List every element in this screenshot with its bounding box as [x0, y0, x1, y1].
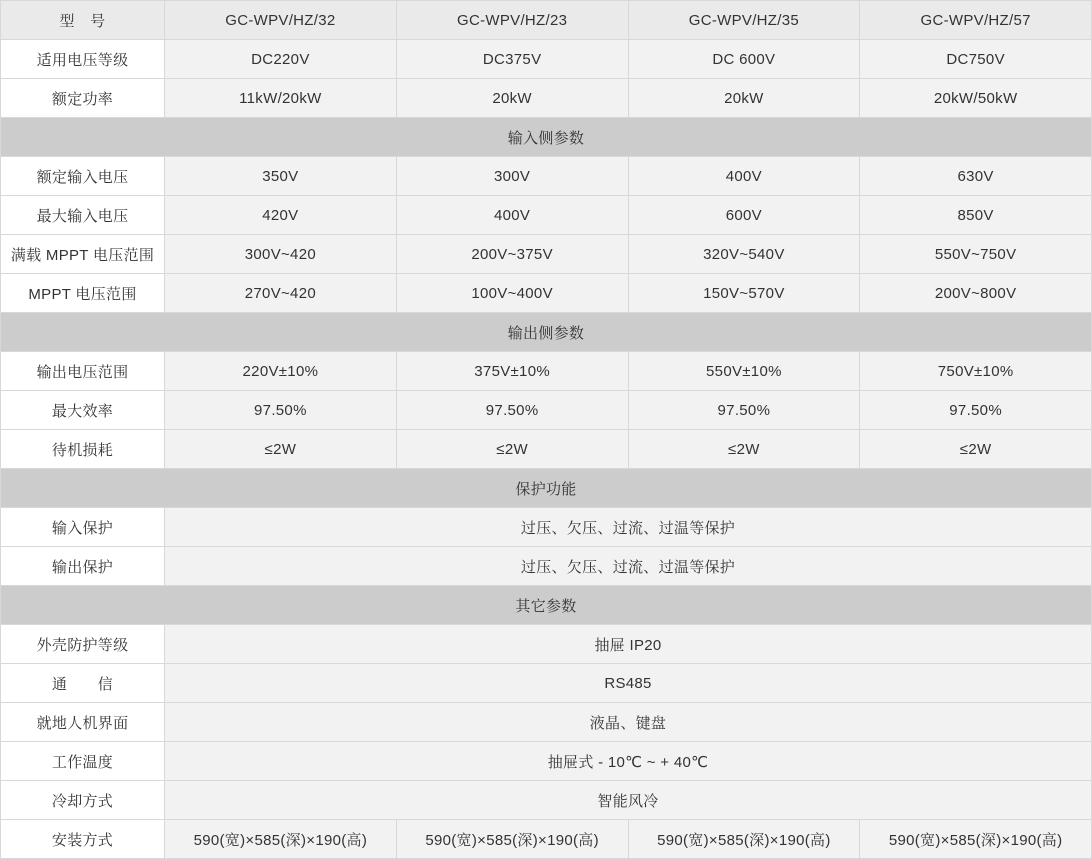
- section-title-other: 其它参数: [1, 586, 1092, 625]
- row-label: 最大输入电压: [1, 196, 165, 235]
- row-value: 375V±10%: [396, 352, 628, 391]
- row-value: 550V~750V: [860, 235, 1092, 274]
- row-value: DC375V: [396, 40, 628, 79]
- row-label: 冷却方式: [1, 781, 165, 820]
- row-value: 590(宽)×585(深)×190(高): [628, 820, 860, 859]
- header-model-2: GC-WPV/HZ/23: [396, 1, 628, 40]
- row-value: 100V~400V: [396, 274, 628, 313]
- table-row: [1, 508, 1092, 547]
- row-label: 安装方式: [1, 820, 165, 859]
- table-row: [1, 742, 1092, 781]
- section-row-output: [1, 313, 1092, 352]
- row-value: 200V~800V: [860, 274, 1092, 313]
- row-value: 220V±10%: [165, 352, 397, 391]
- row-value: 150V~570V: [628, 274, 860, 313]
- row-value: 300V~420: [165, 235, 397, 274]
- row-value: 抽屉 IP20: [165, 625, 1092, 664]
- table-row: [1, 430, 1092, 469]
- header-model-3: GC-WPV/HZ/35: [628, 1, 860, 40]
- row-value: 抽屉式 - 10℃ ~ + 40℃: [165, 742, 1092, 781]
- row-value: ≤2W: [396, 430, 628, 469]
- section-row-other: [1, 586, 1092, 625]
- row-label: 通 信: [1, 664, 165, 703]
- row-label: 工作温度: [1, 742, 165, 781]
- section-title-input: 输入侧参数: [1, 118, 1092, 157]
- row-label: 输出保护: [1, 547, 165, 586]
- row-value: 850V: [860, 196, 1092, 235]
- row-value: 20kW: [628, 79, 860, 118]
- section-title-protection: 保护功能: [1, 469, 1092, 508]
- row-value: DC 600V: [628, 40, 860, 79]
- row-value: 97.50%: [628, 391, 860, 430]
- section-row-input: [1, 118, 1092, 157]
- row-value: 600V: [628, 196, 860, 235]
- table-row: [1, 40, 1092, 79]
- row-value: 400V: [628, 157, 860, 196]
- row-label: 额定功率: [1, 79, 165, 118]
- row-value: 270V~420: [165, 274, 397, 313]
- row-value: 750V±10%: [860, 352, 1092, 391]
- row-value: ≤2W: [165, 430, 397, 469]
- row-value: 11kW/20kW: [165, 79, 397, 118]
- row-label: 外壳防护等级: [1, 625, 165, 664]
- table-row: [1, 196, 1092, 235]
- row-value: 97.50%: [165, 391, 397, 430]
- row-label: 待机损耗: [1, 430, 165, 469]
- row-value: 300V: [396, 157, 628, 196]
- table-row: [1, 391, 1092, 430]
- table-row-install: [1, 820, 1092, 859]
- header-label-model: 型 号: [1, 1, 165, 40]
- row-value: 20kW: [396, 79, 628, 118]
- row-value: 液晶、键盘: [165, 703, 1092, 742]
- row-value: 过压、欠压、过流、过温等保护: [165, 547, 1092, 586]
- row-value: 550V±10%: [628, 352, 860, 391]
- row-value: 400V: [396, 196, 628, 235]
- row-value: 320V~540V: [628, 235, 860, 274]
- table-row: [1, 625, 1092, 664]
- row-value: 590(宽)×585(深)×190(高): [165, 820, 397, 859]
- row-label: 最大效率: [1, 391, 165, 430]
- header-model-1: GC-WPV/HZ/32: [165, 1, 397, 40]
- row-value: 智能风冷: [165, 781, 1092, 820]
- table-row: [1, 79, 1092, 118]
- row-value: ≤2W: [860, 430, 1092, 469]
- table-row: [1, 274, 1092, 313]
- row-value: 97.50%: [396, 391, 628, 430]
- table-row: [1, 547, 1092, 586]
- table-row: [1, 664, 1092, 703]
- row-value: 97.50%: [860, 391, 1092, 430]
- table-row: [1, 352, 1092, 391]
- row-value: 20kW/50kW: [860, 79, 1092, 118]
- row-value: 过压、欠压、过流、过温等保护: [165, 508, 1092, 547]
- row-value: DC220V: [165, 40, 397, 79]
- row-value: 590(宽)×585(深)×190(高): [396, 820, 628, 859]
- row-value: RS485: [165, 664, 1092, 703]
- table-row: [1, 703, 1092, 742]
- row-label: 输入保护: [1, 508, 165, 547]
- row-value: 350V: [165, 157, 397, 196]
- table-row: [1, 157, 1092, 196]
- section-row-protection: [1, 469, 1092, 508]
- row-value: ≤2W: [628, 430, 860, 469]
- row-label: 输出电压范围: [1, 352, 165, 391]
- row-value: 200V~375V: [396, 235, 628, 274]
- section-title-output: 输出侧参数: [1, 313, 1092, 352]
- table-header-row: [1, 1, 1092, 40]
- row-label: MPPT 电压范围: [1, 274, 165, 313]
- table-row: [1, 781, 1092, 820]
- header-model-4: GC-WPV/HZ/57: [860, 1, 1092, 40]
- row-label: 满载 MPPT 电压范围: [1, 235, 165, 274]
- row-label: 就地人机界面: [1, 703, 165, 742]
- row-label: 额定输入电压: [1, 157, 165, 196]
- table-row: [1, 235, 1092, 274]
- row-value: 630V: [860, 157, 1092, 196]
- row-value: 590(宽)×585(深)×190(高): [860, 820, 1092, 859]
- row-value: 420V: [165, 196, 397, 235]
- row-label: 适用电压等级: [1, 40, 165, 79]
- row-value: DC750V: [860, 40, 1092, 79]
